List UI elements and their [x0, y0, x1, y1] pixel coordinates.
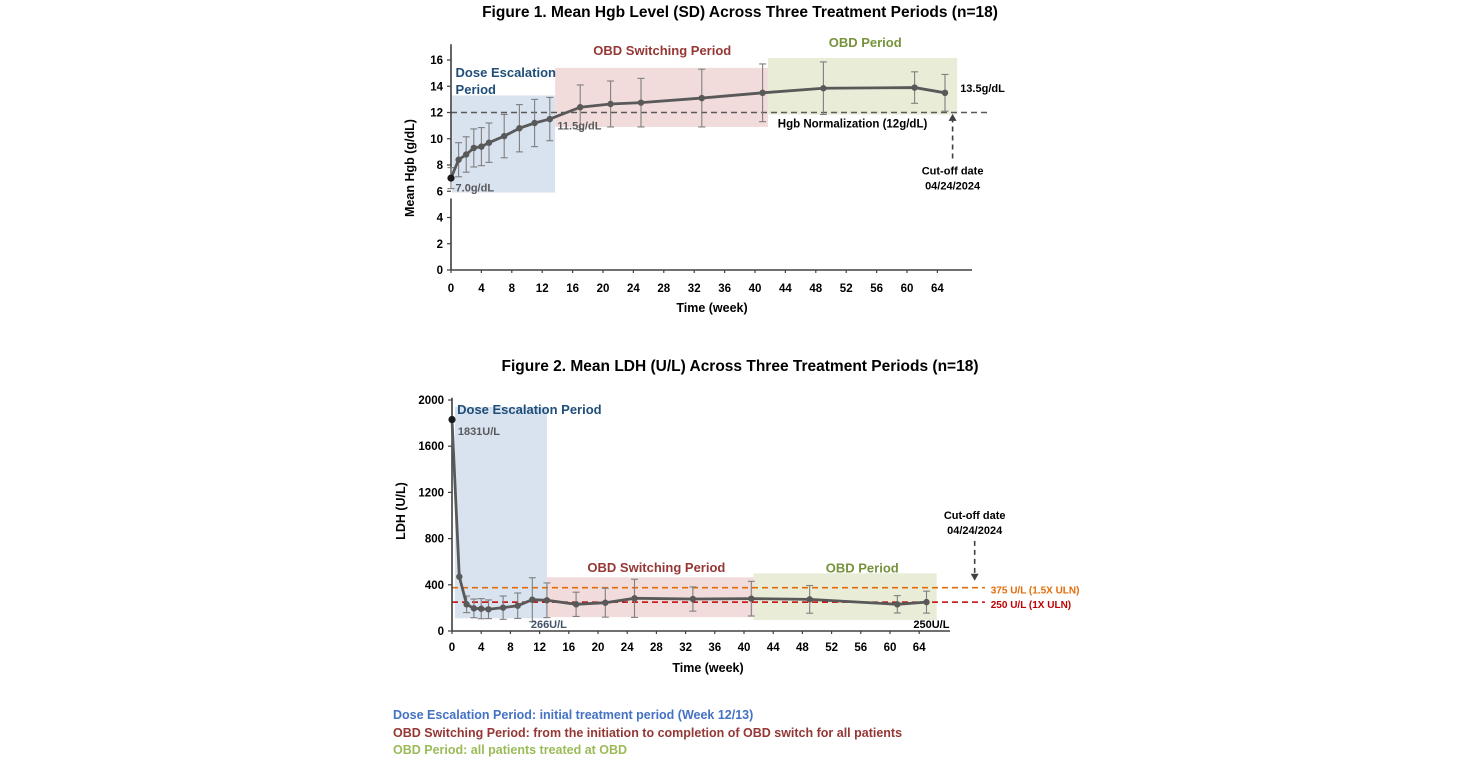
svg-text:4: 4 — [436, 212, 443, 225]
svg-text:0: 0 — [437, 626, 444, 638]
svg-text:52: 52 — [839, 283, 853, 295]
svg-text:36: 36 — [708, 642, 722, 654]
svg-text:28: 28 — [657, 283, 671, 295]
svg-text:250 U/L (1X ULN): 250 U/L (1X ULN) — [990, 599, 1072, 611]
svg-text:04/24/2024: 04/24/2024 — [925, 180, 981, 193]
svg-text:10: 10 — [430, 133, 443, 146]
svg-text:OBD Period: OBD Period — [825, 560, 899, 576]
figure1-hgb-chart — [390, 28, 1090, 346]
svg-text:1600: 1600 — [418, 441, 444, 454]
svg-text:LDH (U/L): LDH (U/L) — [394, 482, 408, 540]
cutoff-date-annotation — [922, 114, 984, 193]
svg-text:48: 48 — [809, 283, 823, 295]
svg-text:56: 56 — [870, 283, 883, 295]
svg-text:13.5g/dL: 13.5g/dL — [960, 83, 1005, 96]
svg-text:4: 4 — [477, 642, 485, 654]
svg-text:24: 24 — [627, 283, 640, 295]
svg-text:32: 32 — [687, 283, 701, 295]
svg-text:36: 36 — [718, 283, 731, 295]
svg-text:0: 0 — [447, 283, 455, 295]
svg-text:24: 24 — [620, 642, 634, 654]
svg-text:Dose Escalation Period: Dose Escalation Period — [457, 401, 602, 417]
period-regions — [452, 35, 957, 193]
svg-text:44: 44 — [779, 283, 792, 295]
svg-text:60: 60 — [900, 283, 914, 295]
svg-text:11.5g/dL: 11.5g/dL — [557, 120, 602, 133]
svg-text:7.0g/dL: 7.0g/dL — [455, 182, 495, 195]
svg-text:1831U/L: 1831U/L — [457, 426, 501, 439]
svg-text:20: 20 — [596, 283, 610, 295]
svg-text:400: 400 — [424, 579, 444, 592]
svg-text:44: 44 — [766, 642, 780, 654]
figure2-ldh-chart — [390, 383, 1090, 701]
svg-text:16: 16 — [562, 642, 576, 654]
svg-text:800: 800 — [424, 533, 444, 546]
svg-text:266U/L: 266U/L — [530, 619, 567, 632]
svg-text:Time (week): Time (week) — [672, 661, 744, 675]
svg-text:8: 8 — [436, 160, 443, 172]
legend-obd-period: OBD Period: all patients treated at OBD — [393, 743, 628, 758]
svg-text:12: 12 — [430, 107, 443, 120]
svg-text:56: 56 — [854, 642, 868, 654]
svg-text:Cut-off date: Cut-off date — [943, 509, 1006, 522]
svg-text:40: 40 — [737, 642, 751, 654]
svg-text:Period: Period — [455, 82, 497, 98]
svg-text:64: 64 — [912, 642, 926, 654]
svg-text:OBD Switching Period: OBD Switching Period — [593, 42, 732, 58]
svg-text:0: 0 — [448, 642, 456, 654]
svg-text:Dose Escalation: Dose Escalation — [455, 65, 556, 81]
svg-text:1200: 1200 — [418, 487, 444, 500]
svg-text:250U/L: 250U/L — [913, 619, 950, 632]
svg-text:OBD Period: OBD Period — [828, 34, 902, 50]
period-legend — [393, 707, 902, 760]
svg-text:0: 0 — [436, 265, 443, 277]
svg-text:8: 8 — [508, 283, 516, 295]
svg-text:2000: 2000 — [418, 395, 444, 407]
svg-text:Cut-off date: Cut-off date — [921, 165, 984, 178]
svg-text:64: 64 — [931, 283, 944, 295]
svg-text:20: 20 — [591, 642, 605, 654]
svg-text:48: 48 — [796, 642, 809, 654]
svg-text:OBD Switching Period: OBD Switching Period — [587, 559, 726, 575]
figure2-title: Figure 2. Mean LDH (U/L) Across Three Treatment Periods (n=18) — [501, 358, 979, 375]
figure1-title: Figure 1. Mean Hgb Level (SD) Across Three Treatment Periods (n=18) — [482, 4, 998, 21]
svg-text:2: 2 — [436, 238, 443, 251]
svg-text:8: 8 — [507, 642, 514, 654]
cutoff-date-annotation — [944, 510, 1006, 581]
svg-text:12: 12 — [535, 283, 549, 295]
svg-text:Mean Hgb (g/dL): Mean Hgb (g/dL) — [403, 119, 417, 217]
legend-obd-switching-period: OBD Switching Period: from the initiation to completion of OBD switch for all patients — [393, 725, 903, 740]
svg-text:375 U/L (1.5X ULN): 375 U/L (1.5X ULN) — [990, 585, 1080, 597]
svg-text:Hgb Normalization (12g/dL): Hgb Normalization (12g/dL) — [777, 118, 928, 131]
svg-text:4: 4 — [478, 283, 485, 295]
svg-text:60: 60 — [883, 642, 897, 654]
svg-text:6: 6 — [436, 186, 443, 199]
svg-text:12: 12 — [533, 642, 546, 654]
svg-text:Time (week): Time (week) — [676, 301, 748, 315]
svg-text:14: 14 — [430, 81, 443, 94]
legend-dose-escalation-period: Dose Escalation Period: initial treatment period (Week 12/13) — [393, 708, 754, 722]
svg-text:16: 16 — [566, 283, 579, 295]
svg-text:16: 16 — [430, 55, 443, 67]
svg-text:40: 40 — [748, 283, 762, 295]
svg-text:04/24/2024: 04/24/2024 — [947, 524, 1003, 537]
svg-text:32: 32 — [679, 642, 692, 654]
svg-text:52: 52 — [825, 642, 838, 654]
svg-text:28: 28 — [650, 642, 663, 654]
